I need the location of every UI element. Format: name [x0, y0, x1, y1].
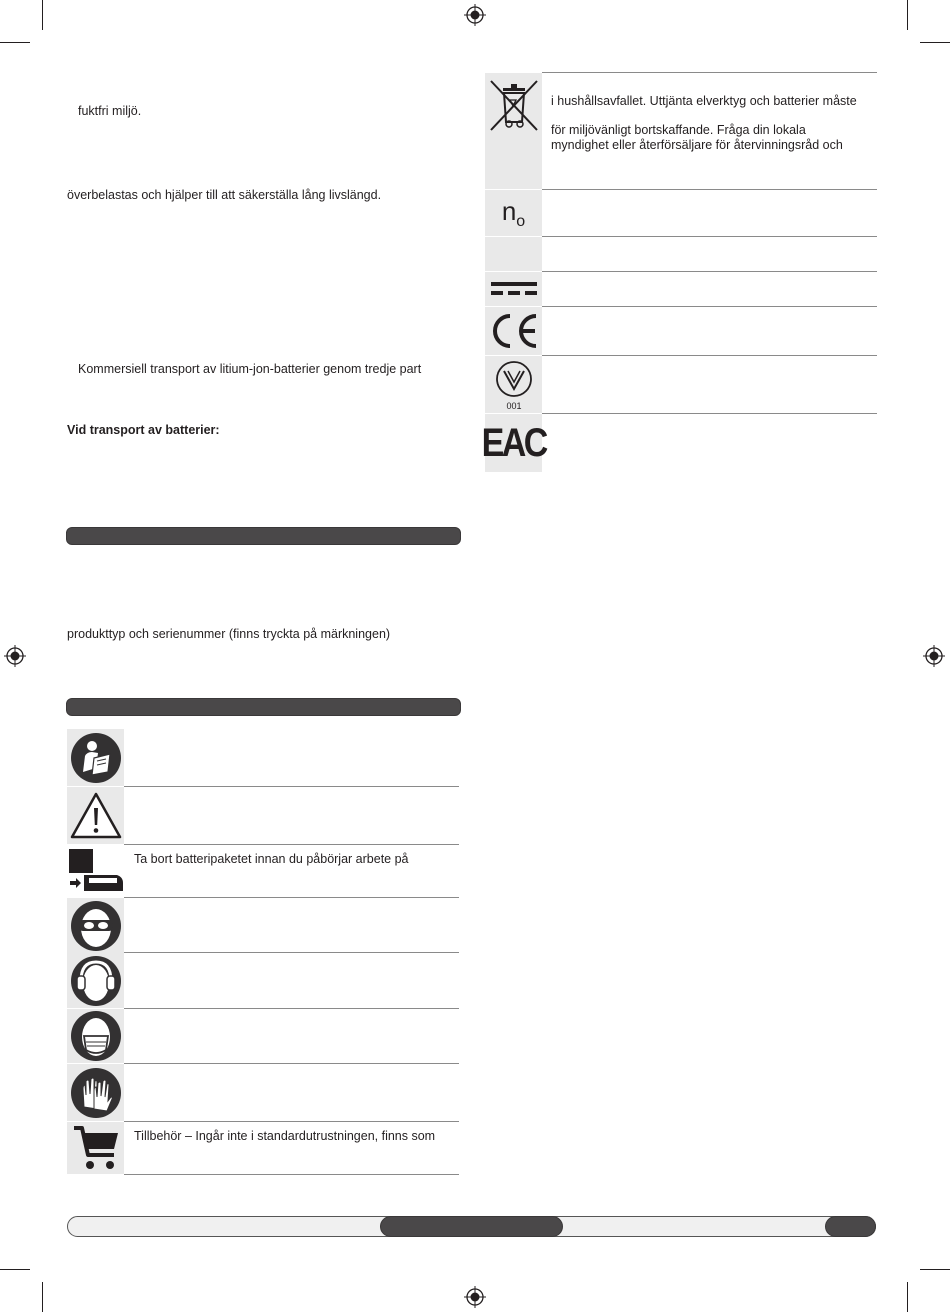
table-rule — [542, 236, 877, 237]
symbol-cell — [67, 729, 124, 786]
symbol-cell — [67, 1064, 124, 1121]
no-load-letter: n — [501, 195, 517, 226]
footer-page-tab — [825, 1216, 876, 1237]
dust-mask-icon — [70, 1010, 122, 1062]
symbol-cell — [485, 272, 542, 306]
read-manual-icon — [70, 732, 122, 784]
symbol-cell — [485, 237, 542, 271]
registration-mark-icon — [464, 1286, 486, 1308]
weee-text-line: myndighet eller återförsäljare för återvinningsråd och — [551, 138, 843, 152]
symbol-cell — [485, 356, 542, 413]
weee-text-line: för miljövänligt bortskaffande. Fråga din lokala — [551, 123, 806, 137]
registration-mark-icon — [464, 4, 486, 26]
symbol-cell — [485, 73, 542, 189]
text-overload: överbelastas och hjälper till att säkerställa lång livslängd. — [67, 188, 382, 202]
table-rule — [124, 844, 459, 845]
symbol-cell — [67, 953, 124, 1008]
text-transport: Kommersiell transport av litium-jon-batterier genom tredje part — [78, 362, 422, 376]
section-header-bar — [66, 527, 461, 545]
table-rule — [124, 1174, 459, 1175]
ce-mark-icon — [488, 310, 540, 352]
symbol-cell — [481, 414, 546, 472]
remove-battery-icon — [67, 845, 124, 896]
table-rule — [542, 355, 877, 356]
ukr-mark-number: 001 — [505, 400, 522, 411]
no-load-speed-symbol — [501, 195, 526, 230]
crossed-out-bin-icon — [487, 76, 541, 132]
ear-protection-icon — [70, 955, 122, 1007]
section-header-bar — [66, 698, 461, 716]
crop-mark — [920, 1269, 950, 1270]
safety-goggles-icon — [70, 900, 122, 952]
table-rule — [542, 413, 877, 414]
table-rule — [124, 1063, 459, 1064]
table-rule — [124, 1008, 459, 1009]
crop-mark — [907, 1282, 908, 1312]
symbol-cell — [485, 307, 542, 355]
symbol-cell — [67, 845, 124, 896]
eac-mark: EAC — [481, 420, 546, 465]
symbol-cell — [67, 898, 124, 953]
symbol-text: Ta bort batteripaketet innan du påbörjar arbete på — [134, 852, 409, 866]
registration-mark-icon — [4, 645, 26, 667]
symbol-text: Tillbehör – Ingår inte i standardutrustningen, finns som — [134, 1129, 436, 1143]
warning-triangle-icon — [69, 791, 123, 841]
table-rule — [542, 271, 877, 272]
table-rule — [124, 1121, 459, 1122]
text-product-type: produkttyp och serienummer (finns tryckta på märkningen) — [67, 627, 391, 641]
crop-mark — [907, 0, 908, 30]
table-rule — [124, 786, 459, 787]
gloves-icon — [70, 1067, 122, 1119]
table-rule — [124, 897, 459, 898]
text-moisture: fuktfri miljö. — [78, 104, 142, 118]
table-rule — [542, 72, 877, 73]
direct-current-icon — [489, 279, 539, 299]
registration-mark-icon — [923, 645, 945, 667]
ukrainian-conformity-mark-icon — [488, 357, 540, 413]
footer-language-tab — [380, 1216, 563, 1237]
crop-mark — [42, 0, 43, 30]
no-load-subscript: o — [516, 212, 526, 230]
symbol-cell — [67, 1122, 124, 1174]
crop-mark — [42, 1282, 43, 1312]
symbol-cell — [67, 787, 124, 844]
heading-battery-transport: Vid transport av batterier: — [67, 423, 220, 437]
crop-mark — [0, 42, 30, 43]
table-rule — [542, 306, 877, 307]
table-rule — [124, 952, 459, 953]
table-rule — [542, 189, 877, 190]
symbol-cell — [485, 190, 542, 236]
crop-mark — [920, 42, 950, 43]
shopping-cart-icon — [70, 1123, 122, 1173]
symbol-cell — [67, 1009, 124, 1063]
weee-text-line: i hushållsavfallet. Uttjänta elverktyg och batterier måste — [551, 94, 857, 108]
crop-mark — [0, 1269, 30, 1270]
